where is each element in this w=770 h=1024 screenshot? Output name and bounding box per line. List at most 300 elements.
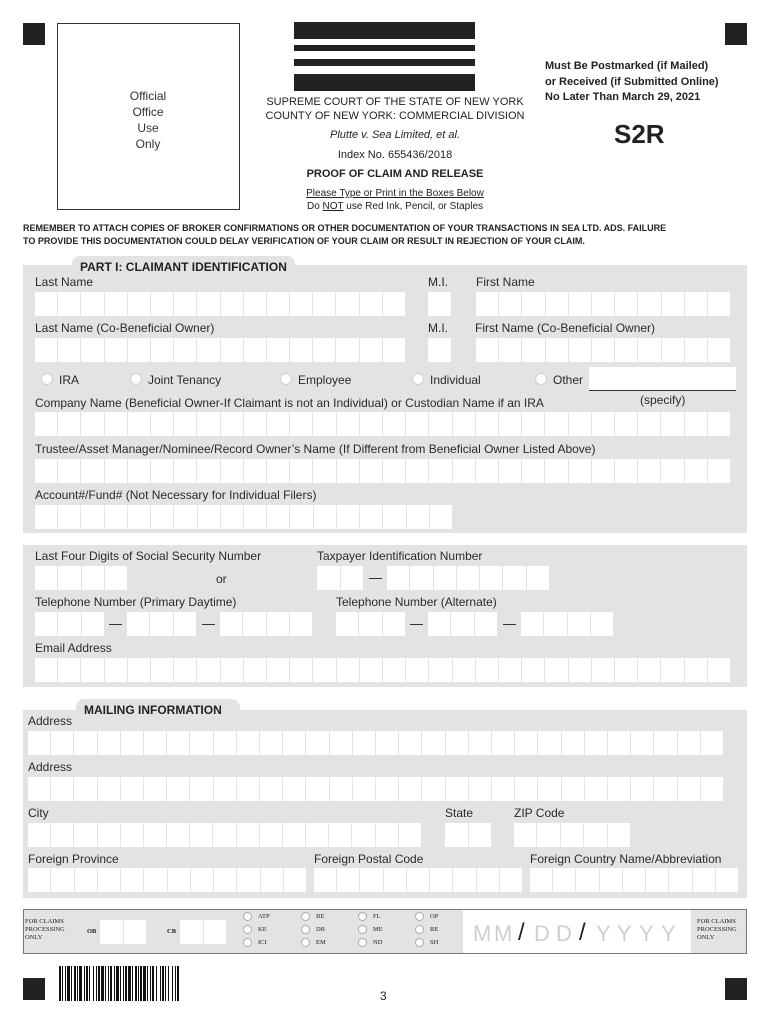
char-box[interactable] bbox=[499, 338, 522, 362]
char-box[interactable] bbox=[151, 459, 174, 483]
char-box[interactable] bbox=[98, 777, 121, 801]
ob-field[interactable] bbox=[100, 920, 146, 944]
char-box[interactable] bbox=[237, 777, 260, 801]
char-box[interactable] bbox=[499, 658, 522, 682]
char-box[interactable] bbox=[376, 731, 399, 755]
char-box[interactable] bbox=[58, 658, 81, 682]
char-box[interactable] bbox=[500, 868, 522, 892]
char-box[interactable] bbox=[317, 566, 341, 590]
char-box[interactable] bbox=[214, 777, 237, 801]
char-box[interactable] bbox=[267, 412, 290, 436]
char-box[interactable] bbox=[330, 777, 353, 801]
char-box[interactable] bbox=[561, 823, 584, 847]
char-box[interactable] bbox=[521, 612, 544, 636]
char-box[interactable] bbox=[290, 658, 313, 682]
char-box[interactable] bbox=[220, 612, 243, 636]
char-box[interactable] bbox=[74, 823, 97, 847]
char-box[interactable] bbox=[221, 338, 244, 362]
char-box[interactable] bbox=[237, 731, 260, 755]
mi-field[interactable] bbox=[428, 292, 451, 316]
char-box[interactable] bbox=[708, 292, 730, 316]
char-box[interactable] bbox=[221, 292, 244, 316]
char-box[interactable] bbox=[290, 459, 313, 483]
char-box[interactable] bbox=[197, 658, 220, 682]
last-name-field[interactable] bbox=[35, 292, 405, 316]
trustee-name-field[interactable] bbox=[35, 459, 730, 483]
char-box[interactable] bbox=[569, 459, 592, 483]
char-box[interactable] bbox=[685, 658, 708, 682]
char-box[interactable] bbox=[151, 292, 174, 316]
char-box[interactable] bbox=[615, 459, 638, 483]
char-box[interactable] bbox=[678, 731, 701, 755]
char-box[interactable] bbox=[623, 868, 646, 892]
char-box[interactable] bbox=[98, 731, 121, 755]
char-box[interactable] bbox=[615, 338, 638, 362]
char-box[interactable] bbox=[51, 731, 74, 755]
char-box[interactable] bbox=[476, 412, 499, 436]
char-box[interactable] bbox=[306, 731, 329, 755]
code-radio[interactable] bbox=[243, 912, 252, 921]
char-box[interactable] bbox=[661, 412, 684, 436]
char-box[interactable] bbox=[569, 292, 592, 316]
char-box[interactable] bbox=[150, 612, 173, 636]
char-box[interactable] bbox=[406, 658, 429, 682]
char-box[interactable] bbox=[244, 658, 267, 682]
char-box[interactable] bbox=[290, 412, 313, 436]
char-box[interactable] bbox=[562, 777, 585, 801]
char-box[interactable] bbox=[190, 777, 213, 801]
first-name-field[interactable] bbox=[476, 292, 730, 316]
char-box[interactable] bbox=[128, 412, 151, 436]
char-box[interactable] bbox=[708, 412, 730, 436]
char-box[interactable] bbox=[221, 459, 244, 483]
char-box[interactable] bbox=[453, 868, 476, 892]
char-box[interactable] bbox=[337, 412, 360, 436]
char-box[interactable] bbox=[283, 823, 306, 847]
char-box[interactable] bbox=[360, 658, 383, 682]
char-box[interactable] bbox=[58, 338, 81, 362]
char-box[interactable] bbox=[81, 292, 104, 316]
char-box[interactable] bbox=[669, 868, 692, 892]
char-box[interactable] bbox=[406, 459, 429, 483]
char-box[interactable] bbox=[608, 731, 631, 755]
char-box[interactable] bbox=[221, 505, 244, 529]
char-box[interactable] bbox=[190, 823, 213, 847]
char-box[interactable] bbox=[28, 823, 51, 847]
char-box[interactable] bbox=[237, 823, 260, 847]
char-box[interactable] bbox=[477, 868, 500, 892]
char-box[interactable] bbox=[267, 459, 290, 483]
city-field[interactable] bbox=[28, 823, 421, 847]
char-box[interactable] bbox=[661, 459, 684, 483]
char-box[interactable] bbox=[35, 338, 58, 362]
char-box[interactable] bbox=[197, 338, 220, 362]
char-box[interactable] bbox=[105, 505, 128, 529]
char-box[interactable] bbox=[28, 868, 51, 892]
char-box[interactable] bbox=[144, 777, 167, 801]
code-radio[interactable] bbox=[358, 925, 367, 934]
char-box[interactable] bbox=[592, 658, 615, 682]
other-radio[interactable] bbox=[535, 373, 547, 385]
char-box[interactable] bbox=[221, 412, 244, 436]
char-box[interactable] bbox=[221, 658, 244, 682]
char-box[interactable] bbox=[654, 731, 677, 755]
address2-field[interactable] bbox=[28, 777, 723, 801]
char-box[interactable] bbox=[337, 505, 360, 529]
char-box[interactable] bbox=[545, 658, 568, 682]
char-box[interactable] bbox=[480, 566, 503, 590]
char-box[interactable] bbox=[81, 459, 104, 483]
char-box[interactable] bbox=[290, 338, 313, 362]
char-box[interactable] bbox=[214, 868, 237, 892]
char-box[interactable] bbox=[631, 731, 654, 755]
char-box[interactable] bbox=[615, 292, 638, 316]
phone-primary-area-field[interactable] bbox=[35, 612, 104, 636]
char-box[interactable] bbox=[538, 777, 561, 801]
char-box[interactable] bbox=[360, 868, 383, 892]
char-box[interactable] bbox=[678, 777, 701, 801]
char-box[interactable] bbox=[174, 612, 196, 636]
char-box[interactable] bbox=[546, 338, 569, 362]
char-box[interactable] bbox=[434, 566, 457, 590]
char-box[interactable] bbox=[544, 612, 567, 636]
char-box[interactable] bbox=[353, 777, 376, 801]
char-box[interactable] bbox=[81, 658, 104, 682]
char-box[interactable] bbox=[35, 459, 58, 483]
char-box[interactable] bbox=[121, 823, 144, 847]
char-box[interactable] bbox=[74, 777, 97, 801]
char-box[interactable] bbox=[615, 658, 638, 682]
code-radio[interactable] bbox=[358, 912, 367, 921]
code-radio[interactable] bbox=[243, 938, 252, 947]
char-box[interactable] bbox=[128, 505, 151, 529]
char-box[interactable] bbox=[701, 777, 723, 801]
char-box[interactable] bbox=[469, 823, 492, 847]
char-box[interactable] bbox=[313, 412, 336, 436]
char-box[interactable] bbox=[121, 731, 144, 755]
char-box[interactable] bbox=[28, 777, 51, 801]
char-box[interactable] bbox=[341, 566, 364, 590]
char-box[interactable] bbox=[244, 338, 267, 362]
char-box[interactable] bbox=[600, 868, 623, 892]
char-box[interactable] bbox=[174, 412, 197, 436]
char-box[interactable] bbox=[638, 338, 661, 362]
char-box[interactable] bbox=[451, 612, 474, 636]
char-box[interactable] bbox=[267, 338, 290, 362]
char-box[interactable] bbox=[360, 338, 383, 362]
char-box[interactable] bbox=[244, 412, 267, 436]
char-box[interactable] bbox=[685, 338, 708, 362]
char-box[interactable] bbox=[514, 823, 537, 847]
char-box[interactable] bbox=[453, 412, 476, 436]
tin-suffix-field[interactable] bbox=[387, 566, 549, 590]
char-box[interactable] bbox=[546, 292, 569, 316]
char-box[interactable] bbox=[399, 823, 421, 847]
co-owner-mi-field[interactable] bbox=[428, 338, 451, 362]
char-box[interactable] bbox=[499, 292, 522, 316]
char-box[interactable] bbox=[213, 823, 236, 847]
char-box[interactable] bbox=[167, 777, 190, 801]
char-box[interactable] bbox=[290, 612, 312, 636]
cb-field[interactable] bbox=[180, 920, 226, 944]
char-box[interactable] bbox=[105, 566, 127, 590]
char-box[interactable] bbox=[592, 338, 615, 362]
char-box[interactable] bbox=[313, 292, 336, 316]
char-box[interactable] bbox=[469, 731, 492, 755]
char-box[interactable] bbox=[376, 823, 399, 847]
char-box[interactable] bbox=[58, 459, 81, 483]
char-box[interactable] bbox=[336, 612, 359, 636]
char-box[interactable] bbox=[360, 505, 383, 529]
char-box[interactable] bbox=[144, 731, 167, 755]
char-box[interactable] bbox=[527, 566, 549, 590]
char-box[interactable] bbox=[267, 658, 290, 682]
char-box[interactable] bbox=[267, 505, 290, 529]
char-box[interactable] bbox=[662, 338, 685, 362]
char-box[interactable] bbox=[313, 338, 336, 362]
char-box[interactable] bbox=[128, 292, 151, 316]
char-box[interactable] bbox=[81, 412, 104, 436]
char-box[interactable] bbox=[128, 459, 151, 483]
char-box[interactable] bbox=[384, 868, 407, 892]
code-radio[interactable] bbox=[301, 912, 310, 921]
char-box[interactable] bbox=[638, 658, 661, 682]
char-box[interactable] bbox=[314, 868, 337, 892]
employee-radio[interactable] bbox=[280, 373, 292, 385]
char-box[interactable] bbox=[522, 459, 545, 483]
char-box[interactable] bbox=[352, 823, 375, 847]
char-box[interactable] bbox=[35, 292, 58, 316]
char-box[interactable] bbox=[191, 868, 214, 892]
char-box[interactable] bbox=[58, 505, 81, 529]
char-box[interactable] bbox=[174, 292, 197, 316]
char-box[interactable] bbox=[383, 338, 405, 362]
char-box[interactable] bbox=[383, 658, 406, 682]
char-box[interactable] bbox=[475, 612, 497, 636]
char-box[interactable] bbox=[360, 292, 383, 316]
char-box[interactable] bbox=[35, 566, 58, 590]
char-box[interactable] bbox=[584, 823, 607, 847]
char-box[interactable] bbox=[82, 612, 104, 636]
char-box[interactable] bbox=[407, 868, 430, 892]
char-box[interactable] bbox=[337, 658, 360, 682]
char-box[interactable] bbox=[314, 505, 337, 529]
other-specify-field[interactable] bbox=[589, 367, 736, 391]
char-box[interactable] bbox=[81, 338, 104, 362]
char-box[interactable] bbox=[592, 412, 615, 436]
char-box[interactable] bbox=[180, 920, 204, 944]
char-box[interactable] bbox=[267, 292, 290, 316]
char-box[interactable] bbox=[121, 868, 144, 892]
char-box[interactable] bbox=[545, 459, 568, 483]
char-box[interactable] bbox=[503, 566, 526, 590]
char-box[interactable] bbox=[174, 459, 197, 483]
char-box[interactable] bbox=[267, 612, 290, 636]
char-box[interactable] bbox=[197, 412, 220, 436]
char-box[interactable] bbox=[100, 920, 124, 944]
char-box[interactable] bbox=[237, 868, 260, 892]
char-box[interactable] bbox=[383, 459, 406, 483]
char-box[interactable] bbox=[592, 459, 615, 483]
char-box[interactable] bbox=[591, 612, 613, 636]
char-box[interactable] bbox=[708, 459, 730, 483]
char-box[interactable] bbox=[716, 868, 738, 892]
char-box[interactable] bbox=[124, 920, 147, 944]
char-box[interactable] bbox=[430, 505, 452, 529]
char-box[interactable] bbox=[82, 566, 105, 590]
char-box[interactable] bbox=[151, 338, 174, 362]
char-box[interactable] bbox=[244, 505, 267, 529]
char-box[interactable] bbox=[387, 566, 410, 590]
char-box[interactable] bbox=[562, 731, 585, 755]
tin-prefix-field[interactable] bbox=[317, 566, 363, 590]
char-box[interactable] bbox=[337, 459, 360, 483]
char-box[interactable] bbox=[399, 777, 422, 801]
phone-alternate-line-field[interactable] bbox=[521, 612, 613, 636]
char-box[interactable] bbox=[127, 612, 150, 636]
phone-primary-line-field[interactable] bbox=[220, 612, 312, 636]
char-box[interactable] bbox=[261, 868, 284, 892]
char-box[interactable] bbox=[576, 868, 599, 892]
char-box[interactable] bbox=[429, 459, 452, 483]
char-box[interactable] bbox=[105, 412, 128, 436]
char-box[interactable] bbox=[585, 731, 608, 755]
char-box[interactable] bbox=[585, 777, 608, 801]
char-box[interactable] bbox=[260, 777, 283, 801]
char-box[interactable] bbox=[244, 459, 267, 483]
char-box[interactable] bbox=[204, 920, 227, 944]
char-box[interactable] bbox=[98, 868, 121, 892]
char-box[interactable] bbox=[407, 505, 430, 529]
char-box[interactable] bbox=[58, 612, 81, 636]
char-box[interactable] bbox=[313, 459, 336, 483]
char-box[interactable] bbox=[492, 731, 515, 755]
co-owner-last-name-field[interactable] bbox=[35, 338, 405, 362]
char-box[interactable] bbox=[35, 612, 58, 636]
char-box[interactable] bbox=[75, 868, 98, 892]
address1-field[interactable] bbox=[28, 731, 723, 755]
char-box[interactable] bbox=[522, 658, 545, 682]
char-box[interactable] bbox=[306, 777, 329, 801]
char-box[interactable] bbox=[197, 292, 220, 316]
individual-radio[interactable] bbox=[412, 373, 424, 385]
char-box[interactable] bbox=[330, 731, 353, 755]
char-box[interactable] bbox=[568, 612, 591, 636]
char-box[interactable] bbox=[144, 868, 167, 892]
char-box[interactable] bbox=[51, 777, 74, 801]
char-box[interactable] bbox=[406, 412, 429, 436]
char-box[interactable] bbox=[457, 566, 480, 590]
char-box[interactable] bbox=[35, 505, 58, 529]
char-box[interactable] bbox=[476, 292, 499, 316]
char-box[interactable] bbox=[35, 658, 58, 682]
char-box[interactable] bbox=[428, 292, 451, 316]
joint-tenancy-radio[interactable] bbox=[130, 373, 142, 385]
char-box[interactable] bbox=[359, 612, 382, 636]
char-box[interactable] bbox=[360, 412, 383, 436]
char-box[interactable] bbox=[105, 658, 128, 682]
char-box[interactable] bbox=[174, 658, 197, 682]
char-box[interactable] bbox=[190, 731, 213, 755]
char-box[interactable] bbox=[151, 412, 174, 436]
char-box[interactable] bbox=[353, 731, 376, 755]
char-box[interactable] bbox=[128, 338, 151, 362]
char-box[interactable] bbox=[515, 777, 538, 801]
char-box[interactable] bbox=[399, 731, 422, 755]
char-box[interactable] bbox=[522, 412, 545, 436]
char-box[interactable] bbox=[337, 868, 360, 892]
char-box[interactable] bbox=[492, 777, 515, 801]
char-box[interactable] bbox=[646, 868, 669, 892]
char-box[interactable] bbox=[284, 868, 306, 892]
char-box[interactable] bbox=[214, 731, 237, 755]
code-radio[interactable] bbox=[243, 925, 252, 934]
char-box[interactable] bbox=[383, 612, 405, 636]
char-box[interactable] bbox=[608, 777, 631, 801]
code-radio[interactable] bbox=[415, 938, 424, 947]
char-box[interactable] bbox=[569, 658, 592, 682]
char-box[interactable] bbox=[428, 338, 451, 362]
char-box[interactable] bbox=[685, 412, 708, 436]
phone-primary-prefix-field[interactable] bbox=[127, 612, 196, 636]
char-box[interactable] bbox=[243, 612, 266, 636]
char-box[interactable] bbox=[168, 868, 191, 892]
char-box[interactable] bbox=[290, 505, 313, 529]
char-box[interactable] bbox=[128, 658, 151, 682]
char-box[interactable] bbox=[151, 658, 174, 682]
code-radio[interactable] bbox=[301, 938, 310, 947]
char-box[interactable] bbox=[410, 566, 433, 590]
char-box[interactable] bbox=[476, 338, 499, 362]
char-box[interactable] bbox=[685, 459, 708, 483]
char-box[interactable] bbox=[167, 823, 190, 847]
char-box[interactable] bbox=[446, 731, 469, 755]
char-box[interactable] bbox=[476, 658, 499, 682]
char-box[interactable] bbox=[329, 823, 352, 847]
char-box[interactable] bbox=[428, 612, 451, 636]
ira-radio[interactable] bbox=[41, 373, 53, 385]
char-box[interactable] bbox=[197, 459, 220, 483]
char-box[interactable] bbox=[429, 658, 452, 682]
account-number-field[interactable] bbox=[35, 505, 452, 529]
char-box[interactable] bbox=[383, 505, 406, 529]
char-box[interactable] bbox=[98, 823, 121, 847]
char-box[interactable] bbox=[58, 412, 81, 436]
foreign-country-field[interactable] bbox=[530, 868, 738, 892]
zip-field[interactable] bbox=[514, 823, 630, 847]
char-box[interactable] bbox=[445, 823, 469, 847]
char-box[interactable] bbox=[174, 505, 197, 529]
char-box[interactable] bbox=[376, 777, 399, 801]
char-box[interactable] bbox=[685, 292, 708, 316]
char-box[interactable] bbox=[51, 823, 74, 847]
char-box[interactable] bbox=[244, 292, 267, 316]
char-box[interactable] bbox=[422, 731, 445, 755]
char-box[interactable] bbox=[283, 777, 306, 801]
char-box[interactable] bbox=[51, 868, 74, 892]
code-radio[interactable] bbox=[415, 912, 424, 921]
state-field[interactable] bbox=[445, 823, 491, 847]
char-box[interactable] bbox=[545, 412, 568, 436]
char-box[interactable] bbox=[28, 731, 51, 755]
char-box[interactable] bbox=[430, 868, 453, 892]
char-box[interactable] bbox=[260, 823, 283, 847]
char-box[interactable] bbox=[105, 338, 128, 362]
char-box[interactable] bbox=[58, 566, 81, 590]
char-box[interactable] bbox=[360, 459, 383, 483]
char-box[interactable] bbox=[105, 459, 128, 483]
char-box[interactable] bbox=[538, 731, 561, 755]
